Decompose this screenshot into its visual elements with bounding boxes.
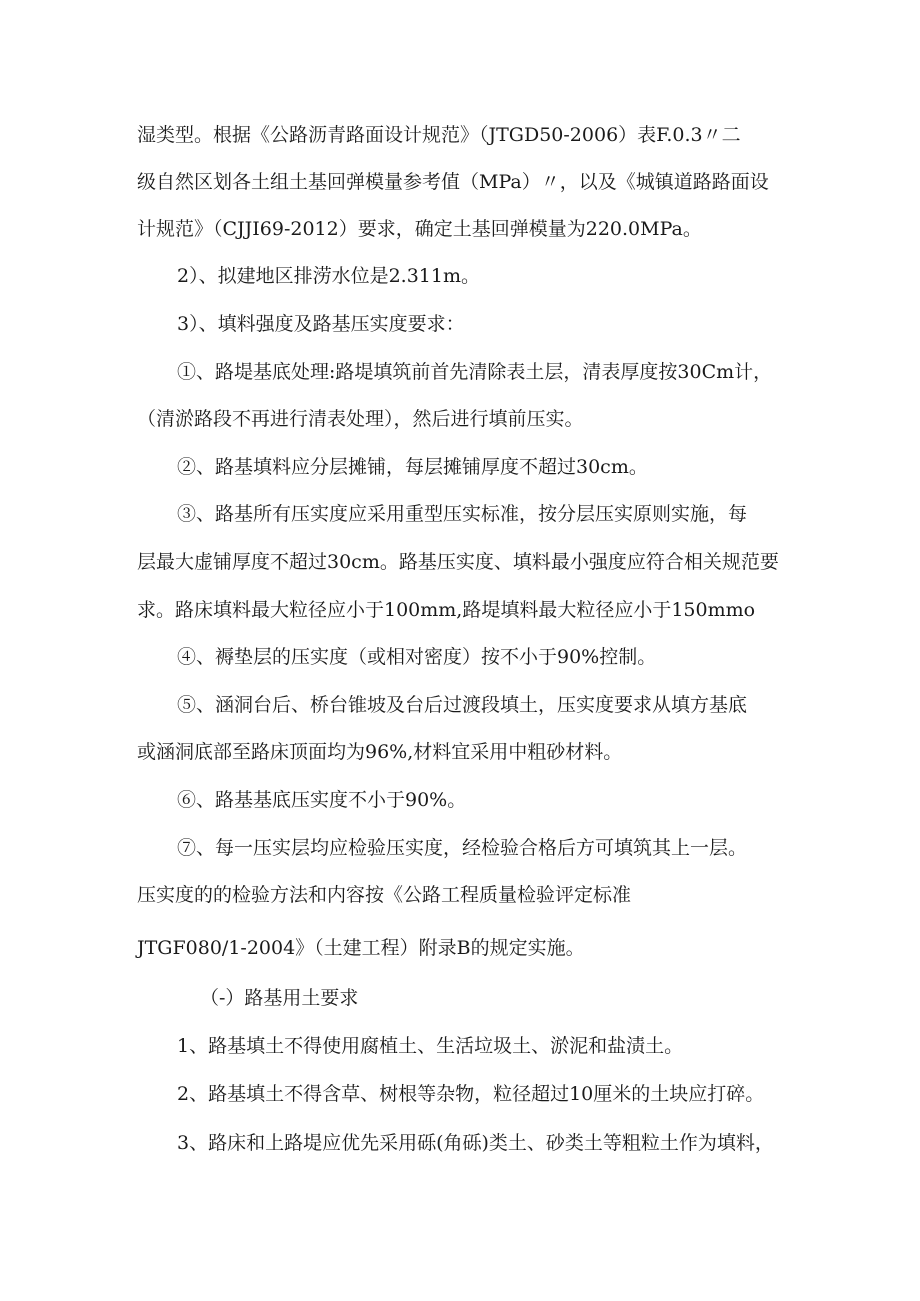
text-line-5: 3）、填料强度及路基压实度要求： (177, 313, 465, 335)
text-line-2: 级自然区划各土组土基回弹模量参考值（MPa）〃，以及《城镇道路路面设 (137, 171, 769, 193)
text-line-9: ③、路基所有压实度应采用重型压实标准，按分层压实原则实施，每 (177, 503, 748, 525)
text-line-4: 2）、拟建地区排涝水位是2.311m。 (177, 265, 480, 287)
text-line-21: 2、路基填土不得含草、树根等杂物，粒径超过10厘米的土块应打碎。 (177, 1083, 765, 1105)
text-line-8: ②、路基填料应分层摊铺，每层摊铺厚度不超过30cm。 (177, 456, 648, 478)
text-line-22: 3、路床和上路堤应优先采用砾(角砾)类土、砂类土等粗粒土作为填料， (177, 1132, 774, 1154)
text-line-13: ⑤、涵洞台后、桥台锥坡及台后过渡段填土，压实度要求从填方基底 (177, 694, 748, 716)
text-line-12: ④、褥垫层的压实度（或相对密度）按不小于90%控制。 (177, 646, 657, 668)
text-line-16: ⑦、每一压实层均应检验压实度，经检验合格后方可填筑其上一层。 (177, 837, 748, 859)
text-line-3: 计规范》（CJJI69-2012）要求，确定土基回弹模量为220.0MPa。 (137, 218, 702, 240)
text-line-1: 湿类型。根据《公路沥青路面设计规范》（JTGD50-2006）表F.0.3〃二 (137, 124, 741, 146)
text-line-10: 层最大虚铺厚度不超过30cm。路基压实度、填料最小强度应符合相关规范要 (137, 551, 779, 573)
text-line-6: ①、路堤基底处理:路堤填筑前首先清除表土层，清表厚度按30Cm计， (177, 361, 773, 383)
text-line-17: 压实度的的检验方法和内容按《公路工程质量检验评定标准 (137, 884, 632, 906)
text-line-14: 或涵洞底部至路床顶面均为96%,材料宜采用中粗砂材料。 (137, 741, 623, 763)
text-line-7: （清淤路段不再进行清表处理），然后进行填前压实。 (137, 408, 584, 430)
text-line-20: 1、路基填土不得使用腐植土、生活垃圾土、淤泥和盐渍土。 (177, 1035, 684, 1057)
text-line-18: JTGF080/1-2004》（土建工程）附录B的规定实施。 (137, 937, 585, 959)
text-line-15: ⑥、路基基底压实度不小于90%。 (177, 789, 467, 811)
section-heading: （-）路基用土要求 (200, 987, 359, 1009)
text-line-11: 求。路床填料最大粒径应小于100mm,路堤填料最大粒径应小于150mmo (137, 599, 756, 621)
